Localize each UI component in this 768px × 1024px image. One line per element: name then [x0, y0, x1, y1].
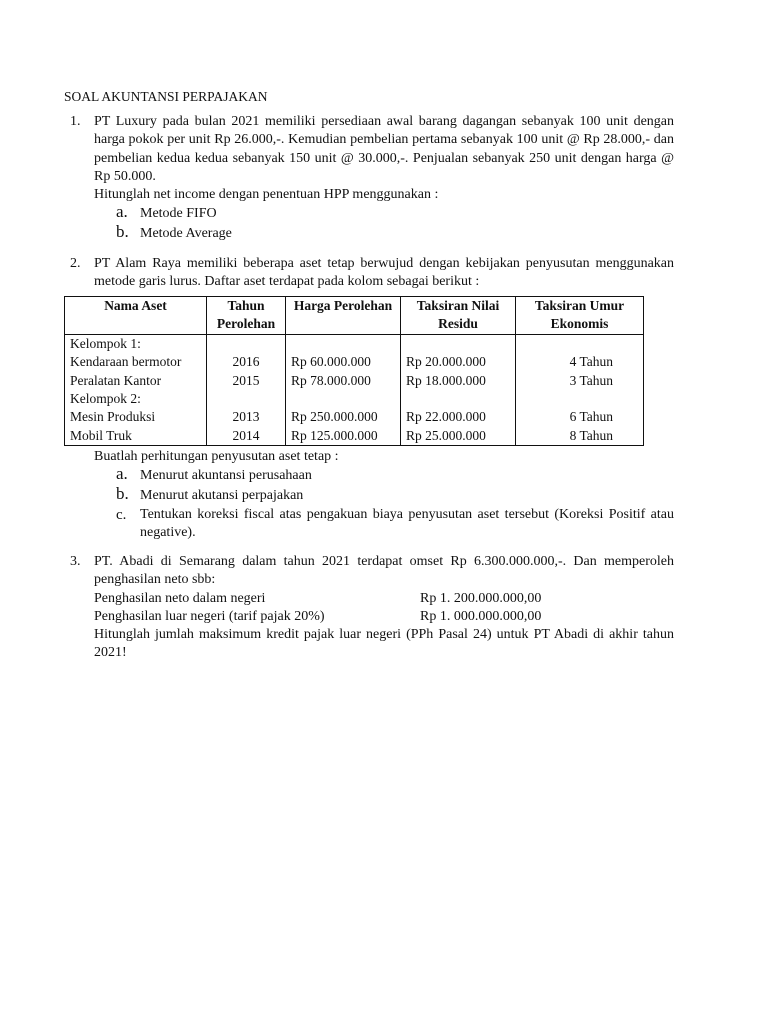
cell-nama-aset: Peralatan Kantor [65, 372, 207, 390]
income-value: Rp 1. 000.000.000,00 [420, 608, 542, 624]
sub-item [94, 506, 674, 543]
sub-item [94, 483, 674, 505]
cell-harga [286, 390, 401, 408]
sub-item-text: Menurut akutansi perpajakan [140, 487, 304, 503]
cell-nama-aset: Mesin Produksi [65, 408, 207, 426]
cell-residu [401, 390, 516, 408]
header-tahun-perolehan: Tahun Perolehan [207, 296, 286, 335]
sub-item-letter: a. [116, 464, 128, 484]
sub-item-letter: a. [116, 202, 128, 222]
sub-item-letter: c. [116, 506, 127, 523]
header-taksiran-umur-ekonomis: Taksiran Umur Ekonomis [516, 296, 644, 335]
cell-umur: 4 Tahun [516, 353, 644, 371]
sub-item-letter: b. [116, 483, 129, 503]
question-2 [64, 255, 674, 542]
cell-residu [401, 335, 516, 354]
table-row [65, 353, 644, 371]
cell-harga: Rp 78.000.000 [286, 372, 401, 390]
income-value: Rp 1. 200.000.000,00 [420, 590, 542, 606]
question-number: 1. [70, 114, 81, 129]
cell-nama-aset: Kelompok 1: [65, 335, 207, 354]
cell-harga: Rp 125.000.000 [286, 427, 401, 446]
cell-tahun [207, 335, 286, 354]
cell-harga: Rp 60.000.000 [286, 353, 401, 371]
cell-residu: Rp 18.000.000 [401, 372, 516, 390]
cell-tahun: 2015 [207, 372, 286, 390]
cell-nama-aset: Kendaraan bermotor [65, 353, 207, 371]
income-label: Penghasilan neto dalam negeri [94, 590, 266, 606]
table-row [65, 427, 644, 446]
header-nama-aset: Nama Aset [65, 296, 207, 335]
sub-item-letter: b. [116, 221, 129, 241]
document-title: SOAL AKUNTANSI PERPAJAKAN [64, 89, 268, 104]
cell-umur [516, 390, 644, 408]
cell-residu: Rp 25.000.000 [401, 427, 516, 446]
cell-residu: Rp 20.000.000 [401, 353, 516, 371]
sub-item [94, 464, 674, 485]
question-text: PT Alam Raya memiliki beberapa aset tetap berwujud dengan kebijakan penyusutan menggunakan metode garis lurus. Daftar aset terdapat pada kolom sebagai berikut : [94, 256, 674, 290]
question-instruction: Buatlah perhitungan penyusutan aset tetap : [94, 448, 339, 464]
cell-umur: 8 Tahun [516, 427, 644, 446]
cell-tahun: 2013 [207, 408, 286, 426]
income-line [94, 608, 674, 626]
question-text: PT. Abadi di Semarang dalam tahun 2021 terdapat omset Rp 6.300.000.000,-. Dan memperoleh penghasilan neto sbb: [94, 554, 674, 588]
question-text: PT Luxury pada bulan 2021 memiliki persediaan awal barang dagangan sebanyak 100 unit dengan harga pokok per unit Rp 26.000,-. Kemudian pembelian pertama sebanyak 100 unit @ Rp 28.000,- dan pembelian kedua kedua sebanyak 150 unit @ 30.000,-. Penjualan sebanyak 250 unit dengan harga @ Rp 50.000. [94, 114, 674, 184]
sub-item [94, 221, 674, 243]
question-number: 3. [70, 554, 81, 569]
question-1 [64, 113, 674, 243]
cell-nama-aset: Kelompok 2: [65, 390, 207, 408]
cell-harga [286, 335, 401, 354]
income-line [94, 590, 674, 608]
cell-tahun: 2016 [207, 353, 286, 371]
income-label: Penghasilan luar negeri (tarif pajak 20%) [94, 608, 325, 624]
cell-umur: 6 Tahun [516, 408, 644, 426]
table-row [65, 372, 644, 390]
header-taksiran-nilai-residu: Taksiran Nilai Residu [401, 296, 516, 335]
cell-nama-aset: Mobil Truk [65, 427, 207, 446]
table-header-row [65, 296, 644, 335]
cell-tahun [207, 390, 286, 408]
cell-umur: 3 Tahun [516, 372, 644, 390]
question-3 [64, 553, 674, 663]
cell-umur [516, 335, 644, 354]
sub-item-text: Menurut akuntansi perusahaan [140, 468, 312, 484]
header-harga-perolehan: Harga Perolehan [286, 296, 401, 335]
sub-item-text: Tentukan koreksi fiscal atas pengakuan biaya penyusutan aset tersebut (Koreksi Positif atau negative). [140, 506, 674, 541]
table-row [65, 390, 644, 408]
question-instruction: Hitunglah net income dengan penentuan HPP menggunakan : [94, 187, 439, 203]
cell-residu: Rp 22.000.000 [401, 408, 516, 426]
table-row [65, 408, 644, 426]
sub-item-text: Metode FIFO [140, 206, 217, 222]
sub-item [94, 202, 674, 223]
sub-item-text: Metode Average [140, 225, 232, 241]
asset-table [64, 296, 644, 446]
cell-tahun: 2014 [207, 427, 286, 446]
table-row [65, 335, 644, 354]
cell-harga: Rp 250.000.000 [286, 408, 401, 426]
question-number: 2. [70, 256, 81, 271]
question-instruction: Hitunglah jumlah maksimum kredit pajak luar negeri (PPh Pasal 24) untuk PT Abadi di akhir tahun 2021! [94, 627, 674, 661]
